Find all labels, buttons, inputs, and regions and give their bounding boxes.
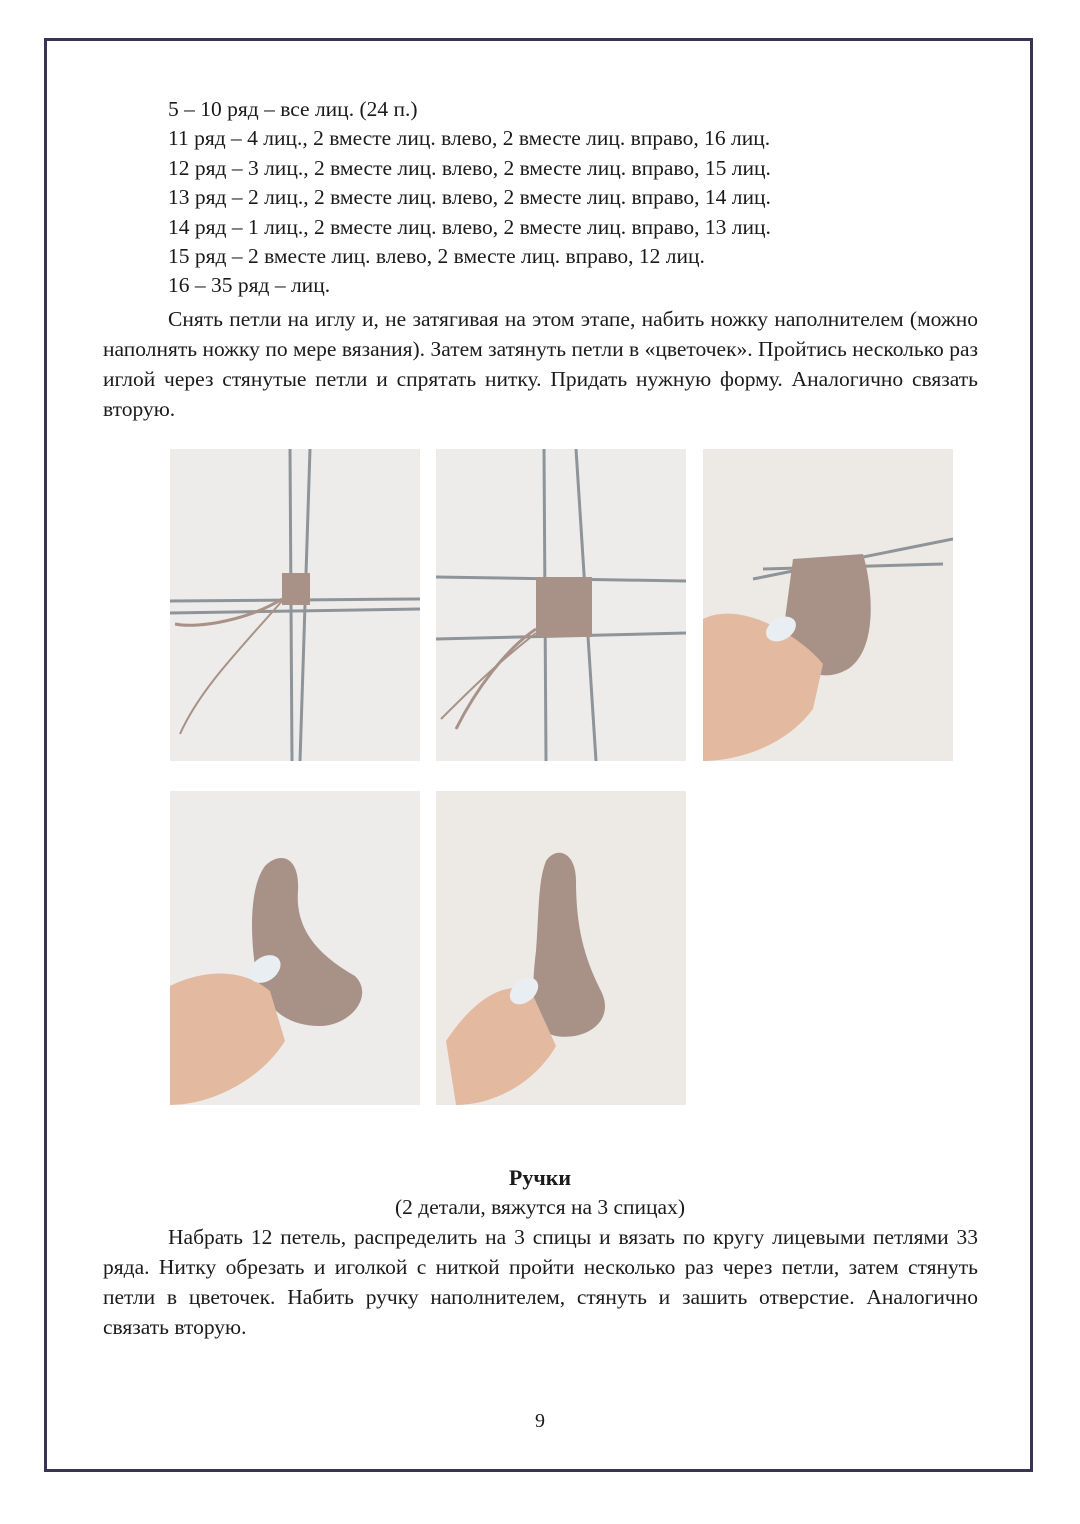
row-line: 13 ряд – 2 лиц., 2 вместе лиц. влево, 2 вместе лиц. вправо, 14 лиц. [168, 185, 771, 210]
row-instructions [168, 95, 928, 301]
row-line: 14 ряд – 1 лиц., 2 вместе лиц. влево, 2 вместе лиц. вправо, 13 лиц. [168, 214, 771, 239]
photo-needles-square [436, 449, 686, 761]
photo-hand-foot-knitting [703, 449, 953, 761]
page-number: 9 [535, 1410, 545, 1432]
photo-needles-start [170, 449, 420, 761]
row-line: 11 ряд – 4 лиц., 2 вместе лиц. влево, 2 вместе лиц. вправо, 16 лиц. [168, 126, 771, 151]
section-title: Ручки [508, 1165, 572, 1190]
row-line: 16 – 35 ряд – лиц. [168, 273, 331, 298]
row-line: 12 ряд – 3 лиц., 2 вместе лиц. влево, 2 вместе лиц. вправо, 15 лиц. [168, 155, 771, 180]
row-line: 15 ряд – 2 вместе лиц. влево, 2 вместе лиц. вправо, 12 лиц. [168, 244, 705, 269]
photo-finished-foot-upright [436, 791, 686, 1105]
section-subtitle: (2 детали, вяжутся на 3 спицах) [394, 1195, 686, 1219]
instruction-paragraph: Снять петли на иглу и, не затягивая на этом этапе, набить ножку наполнителем (можно наполнять ножку по мере вязания). Затем затянуть петли в «цветочек». Пройтись несколько раз иглой через стянутые петли и спрятать нитку. Придать нужную форму. Аналогично связать вторую. [103, 307, 978, 421]
section-paragraph: Набрать 12 петель, распределить на 3 спицы и вязать по кругу лицевыми петлями 33 ряда. Нитку обрезать и иголкой с ниткой пройти несколько раз через петли, затем стянуть петли в цветочек. Набить ручку наполнителем, стянуть и зашить отверстие. Аналогично связать вторую. [103, 1225, 978, 1339]
row-line: 5 – 10 ряд – все лиц. (24 п.) [168, 97, 418, 121]
photo-finished-foot-side [170, 791, 420, 1105]
